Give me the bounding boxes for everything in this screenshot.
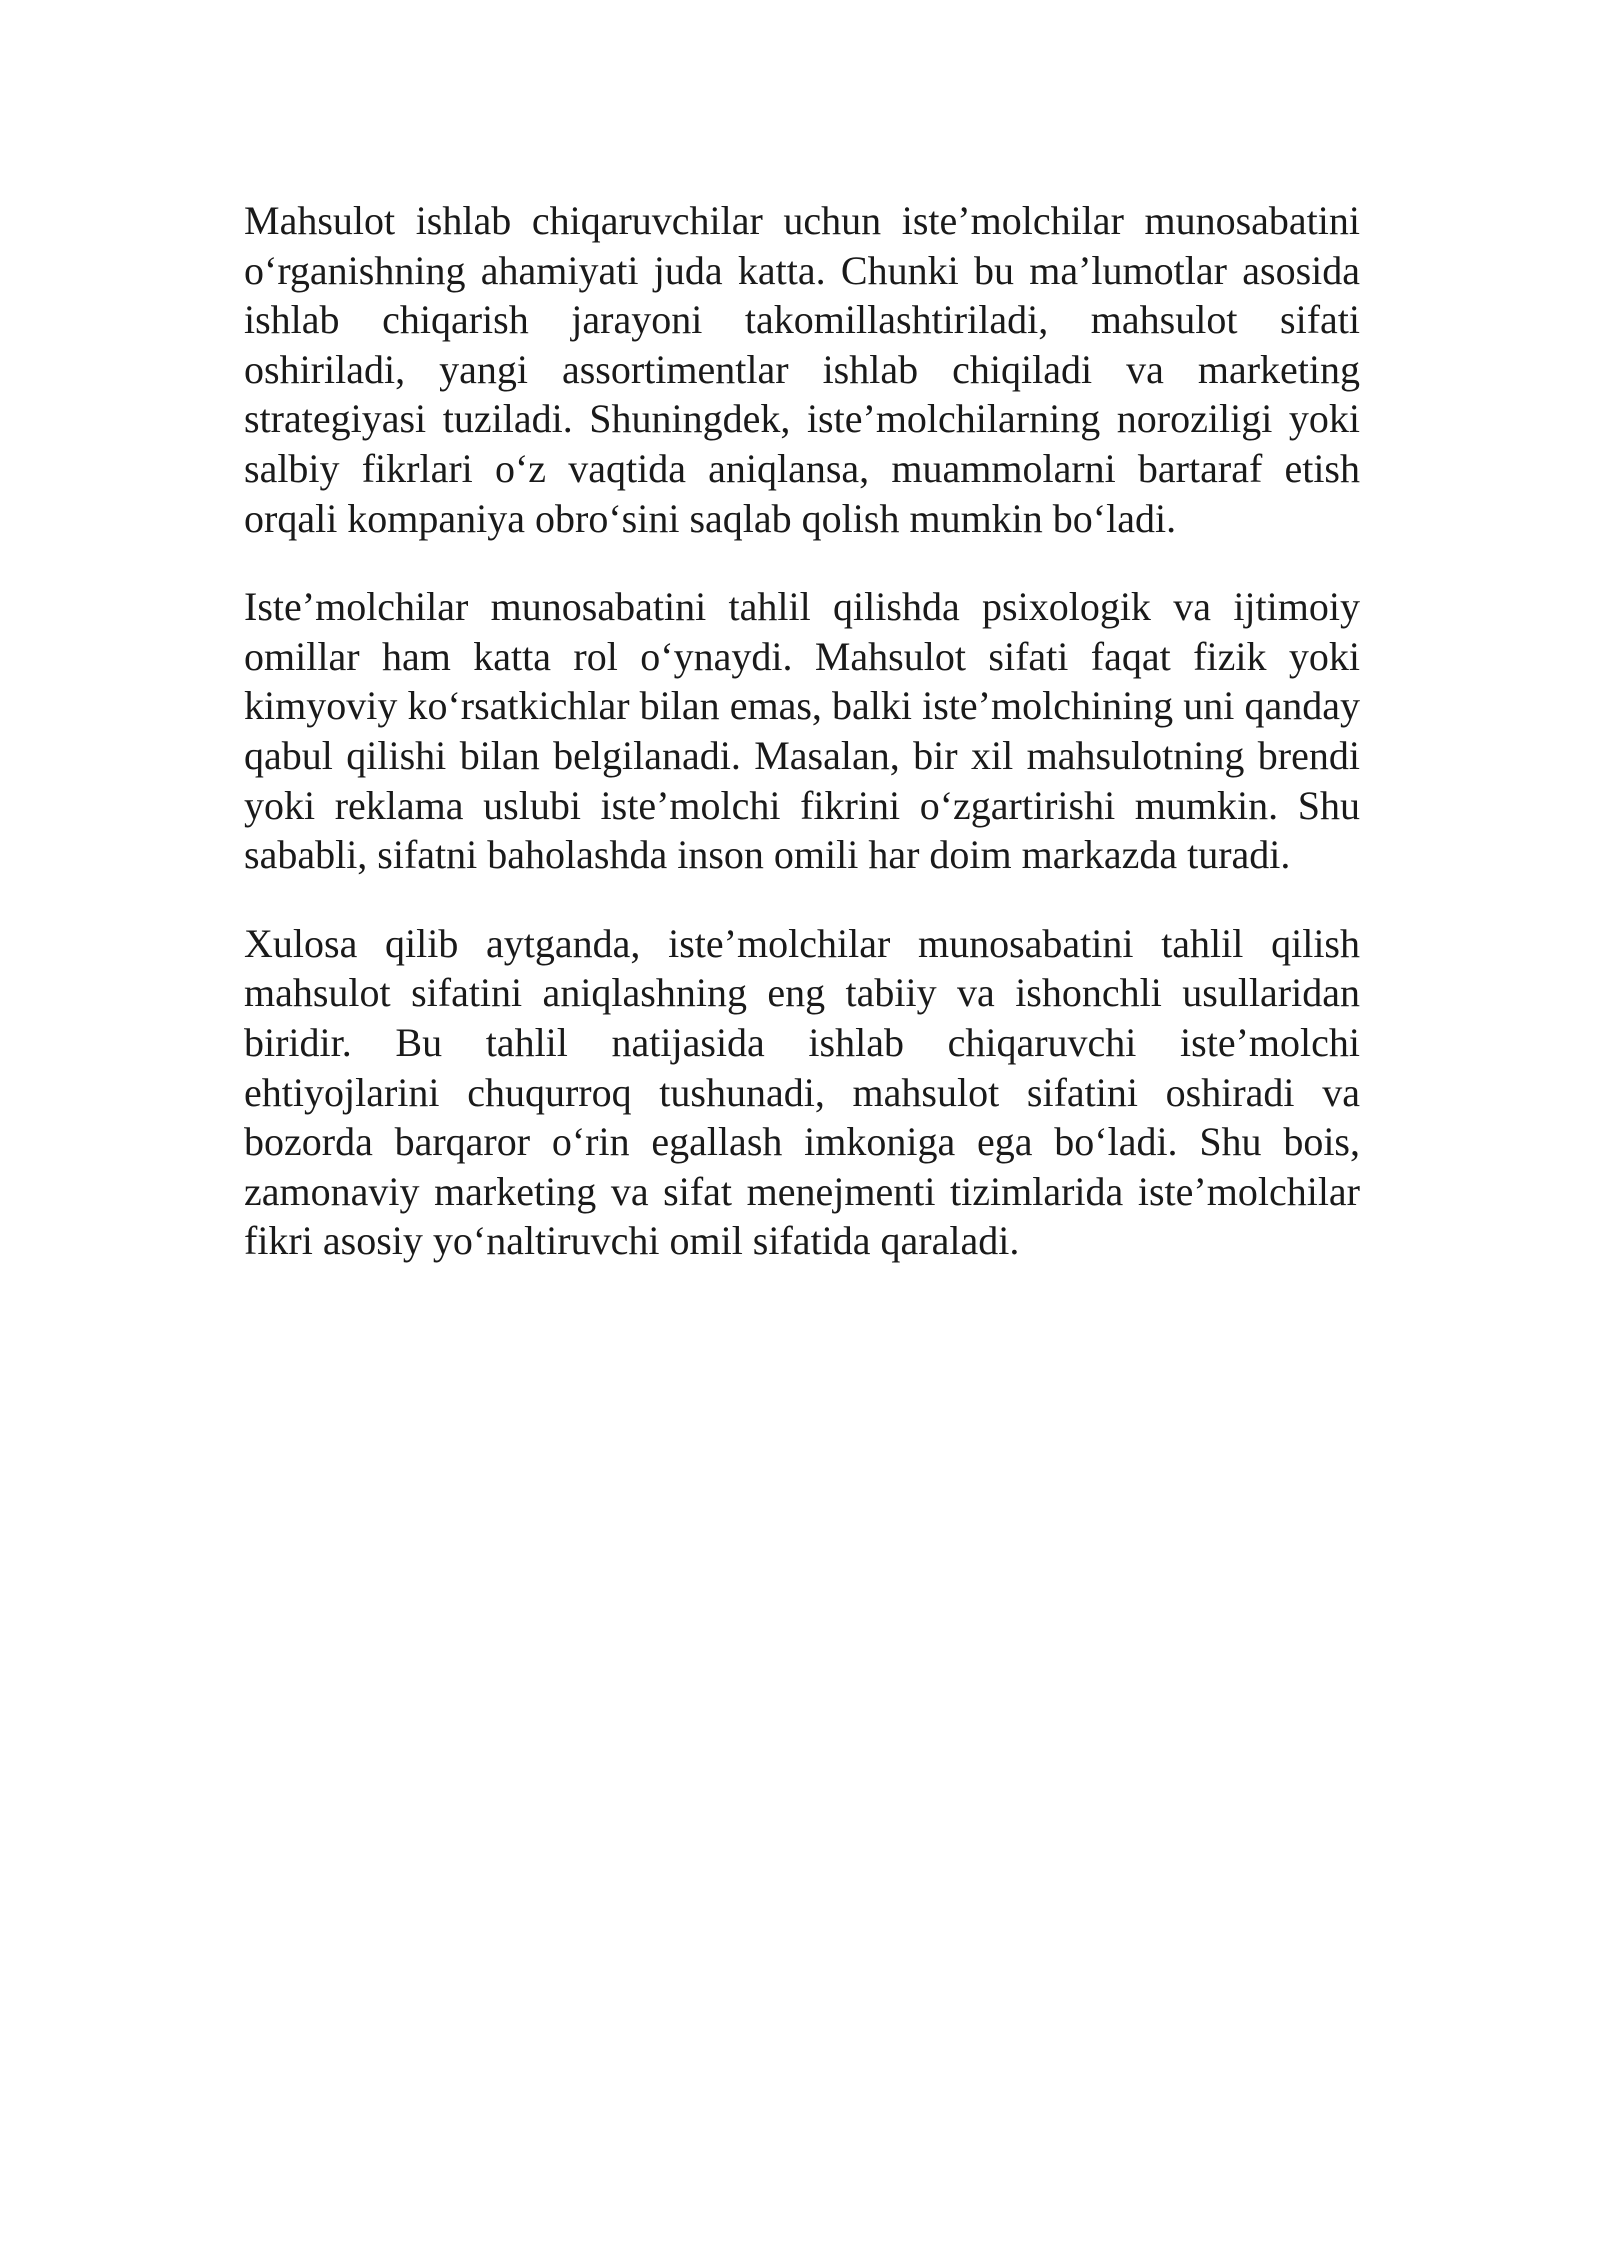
- paragraph-2: Iste’molchilar munosabatini tahlil qilishda psixologik va ijtimoiy omillar ham katta rol o‘ynaydi. Mahsulot sifati faqat fizik yoki kimyoviy ko‘rsatkichlar bilan emas, balki iste’molchining uni qanday qabul qilishi bilan belgilanadi. Masalan, bir xil mahsulotning brendi yoki reklama uslubi iste’molchi fikrini o‘zgartirishi mumkin. Shu sababli, sifatni baholashda inson omili har doim markazda turadi.: [244, 584, 1360, 878]
- paragraph-3: Xulosa qilib aytganda, iste’molchilar munosabatini tahlil qilish mahsulot sifatini aniqlashning eng tabiiy va ishonchli usullaridan biridir. Bu tahlil natijasida ishlab chiqaruvchi iste’molchi ehtiyojlarini chuqurroq tushunadi, mahsulot sifatini oshiradi va bozorda barqaror o‘rin egallash imkoniga ega bo‘ladi. Shu bois, zamonaviy marketing va sifat menejmenti tizimlarida iste’molchilar fikri asosiy yo‘naltiruvchi omil sifatida qaraladi.: [244, 920, 1360, 1264]
- paragraph-1: Mahsulot ishlab chiqaruvchilar uchun iste’molchilar munosabatini o‘rganishning ahamiyati juda katta. Chunki bu ma’lumotlar asosida ishlab chiqarish jarayoni takomillashtiriladi, mahsulot sifati oshiriladi, yangi assortimentlar ishlab chiqiladi va marketing strategiyasi tuziladi. Shuningdek, iste’molchilarning noroziligi yoki salbiy fikrlari o‘z vaqtida aniqlansa, muammolarni bartaraf etish orqali kompaniya obro‘sini saqlab qolish mumkin bo‘ladi.: [244, 198, 1360, 541]
- document-body: [244, 196, 1360, 1305]
